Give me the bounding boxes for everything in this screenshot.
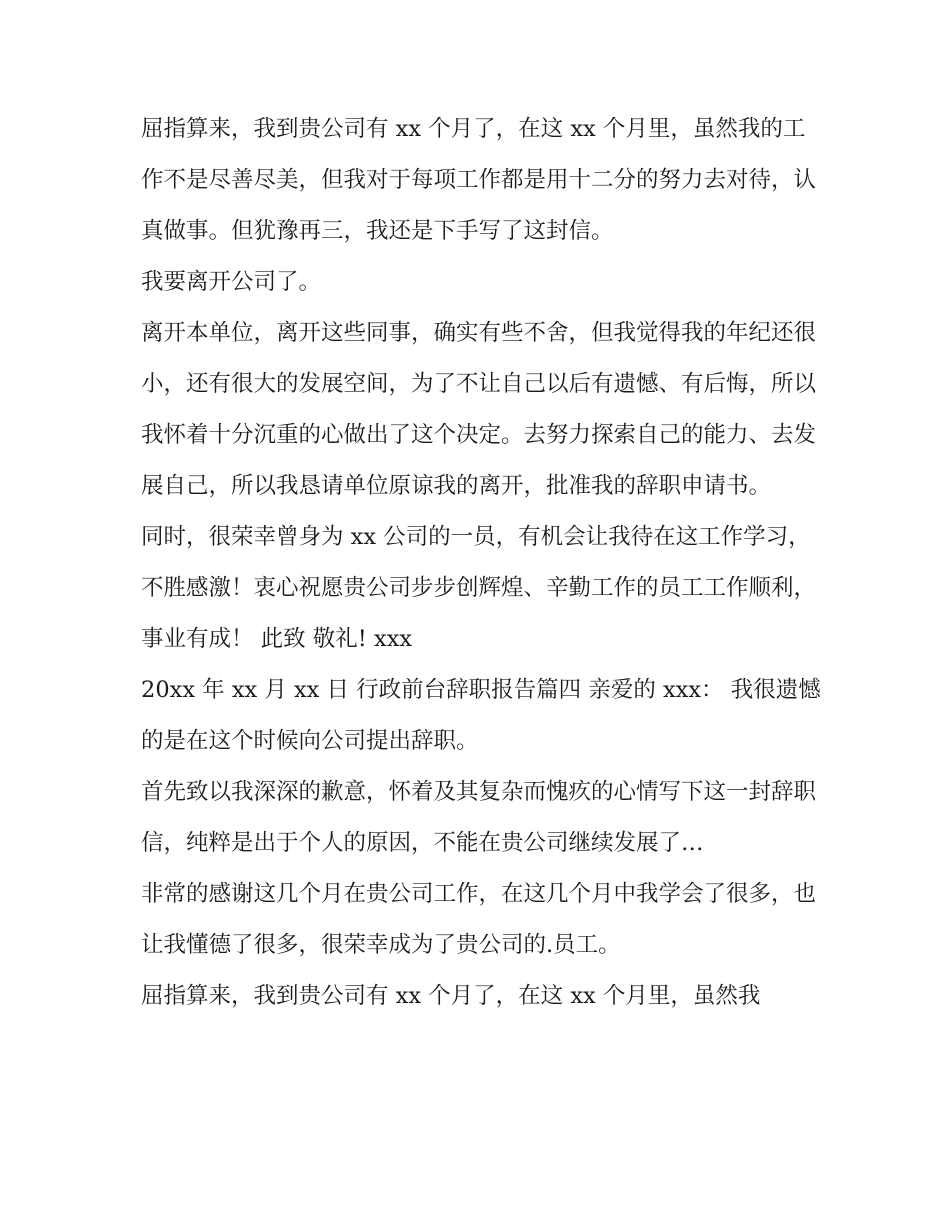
paragraph: 同时，很荣幸曾身为 xx 公司的一员，有机会让我待在这工作学习，不胜感激！衷心祝愿贵公司步步创辉煌、辛勤工作的员工工作顺利，事业有成！ 此致 敬礼! xxx <box>141 524 817 652</box>
paragraph: 首先致以我深深的歉意，怀着及其复杂而愧疚的心情写下这一封辞职信，纯粹是出于个人的原因，不能在贵公司继续发展了… <box>141 779 817 856</box>
paragraph: 我要离开公司了。 <box>141 269 322 295</box>
paragraph: 屈指算来，我到贵公司有 xx 个月了，在这 xx 个月里，虽然我 <box>141 983 761 1009</box>
paragraph: 20xx 年 xx 月 xx 日 行政前台辞职报告篇四 亲爱的 xxx： 我很遗憾的是在这个时候向公司提出辞职。 <box>141 677 821 754</box>
paragraph: 非常的感谢这几个月在贵公司工作，在这几个月中我学会了很多，也让我懂德了很多，很荣幸成为了贵公司的.员工。 <box>141 881 817 958</box>
paragraph: 屈指算来，我到贵公司有 xx 个月了，在这 xx 个月里，虽然我的工作不是尽善尽美，但我对于每项工作都是用十二分的努力去对待，认真做事。但犹豫再三，我还是下手写了这封信。 <box>141 116 817 244</box>
document-body <box>141 104 821 1022</box>
paragraph: 离开本单位，离开这些同事，确实有些不舍，但我觉得我的年纪还很小，还有很大的发展空间，为了不让自己以后有遗憾、有后悔，所以我怀着十分沉重的心做出了这个决定。去努力探索自己的能力、去发展自己，所以我恳请单位原谅我的离开，批准我的辞职申请书。 <box>141 320 817 499</box>
